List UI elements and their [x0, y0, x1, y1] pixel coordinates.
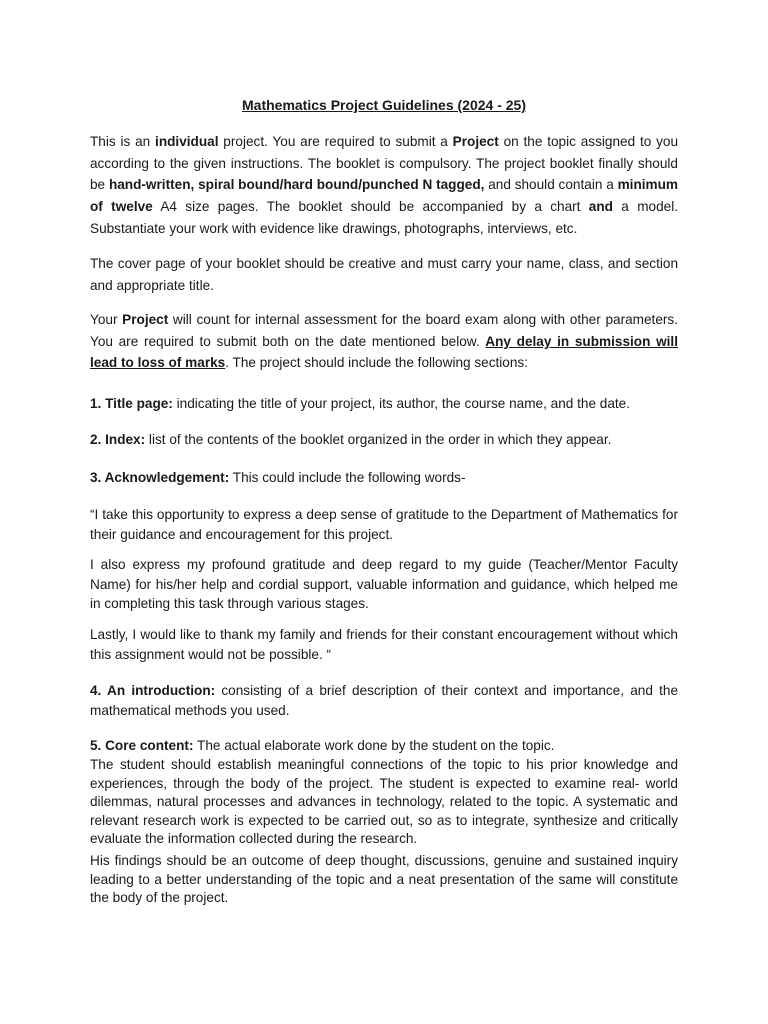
assessment-paragraph [90, 309, 678, 374]
section-core-content [90, 737, 678, 756]
page-title: Mathematics Project Guidelines (2024 - 25) [242, 97, 526, 113]
bold-run: hand-written, spiral bound/hard bound/punched N tagged, [108, 177, 485, 193]
section-text: This could include the following words- [229, 470, 466, 485]
text-run: A4 size pages. The booklet should be accompanied by a chart [152, 199, 589, 215]
text-run: Your [90, 312, 123, 327]
text-run: and should contain a [484, 177, 618, 193]
section-heading: 1. Title page: [90, 396, 173, 411]
text-run: project. You are required to submit a [218, 134, 453, 149]
core-paragraph-1: The student should establish meaningful connections of the topic to his prior knowledge and experiences, through the body of the project. The student is expected to examine real- world dilemmas, natural processes and advances in technology, related to the topic. A systematic and relevant research work is expected to be carried out, so as to integrate, synthesize and critically evaluate the information collected during the research. [90, 757, 678, 846]
text-run: a model. Substantiate your work with evidence like drawings, photographs, interviews, etc. [90, 199, 678, 236]
text-run: . The project should include the following sections: [225, 355, 529, 371]
section-acknowledgement [90, 467, 678, 489]
core-paragraph-2: His findings should be an outcome of deep thought, discussions, genuine and sustained inquiry leading to a better understanding of the topic and a neat presentation of the same will constitute the body of the project. [90, 853, 678, 905]
text-run: will count for internal assessment for the board exam along with other parameters. You are required to submit both on the date mentioned below. [90, 312, 678, 349]
section-text: list of the contents of the booklet organized in the order in which they appear. [145, 432, 612, 447]
text-run: This is an [90, 134, 156, 149]
section-text: consisting of a brief description of their context and importance, and the mathematical methods you used. [90, 683, 679, 718]
section-title-page [90, 393, 678, 415]
ack-quote-1: “I take this opportunity to express a deep sense of gratitude to the Department of Mathematics for their guidance and encouragement for this project. [90, 507, 678, 542]
bold-run: and [588, 199, 613, 215]
bold-run: Project [122, 312, 169, 327]
bold-run: minimum of twelve [90, 177, 678, 215]
bold-run: Project [452, 134, 499, 149]
section-introduction [90, 681, 678, 720]
section-heading: 4. An introduction: [90, 683, 216, 698]
text-run: on the topic assigned to you according to the given instructions. The booklet is compulsory. The project booklet finally should be [90, 134, 678, 193]
cover-page-paragraph: The cover page of your booklet should be creative and must carry your name, class, and section and appropriate title. [90, 256, 678, 293]
intro-paragraph [90, 131, 678, 240]
section-heading: 2. Index: [90, 432, 146, 447]
underlined-warning: Any delay in submission will lead to loss of marks [90, 333, 678, 371]
bold-run: individual [155, 134, 219, 149]
section-heading: 5. Core content: [90, 738, 194, 753]
section-heading: 3. Acknowledgement: [90, 470, 230, 485]
ack-quote-2: I also express my profound gratitude and deep regard to my guide (Teacher/Mentor Faculty Name) for his/her help and cordial support, valuable information and guidance, which helped me in completing this task through various stages. [90, 557, 678, 611]
section-text: indicating the title of your project, its author, the course name, and the date. [172, 396, 631, 411]
ack-quote-3: Lastly, I would like to thank my family and friends for their constant encouragement without which this assignment would not be possible. “ [90, 627, 678, 662]
section-index [90, 429, 678, 451]
section-text: The actual elaborate work done by the student on the topic. [193, 738, 555, 753]
